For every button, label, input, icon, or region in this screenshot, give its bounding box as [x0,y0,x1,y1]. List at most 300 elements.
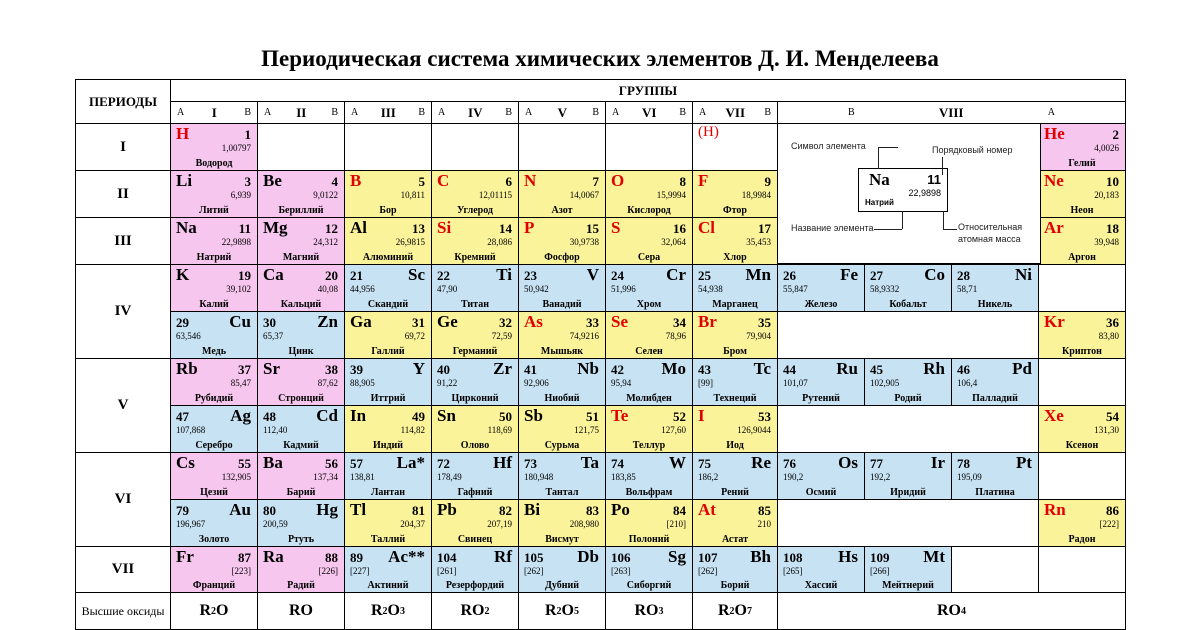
element-symbol: P [524,218,535,237]
element-number: 106 [611,550,631,565]
element-name: Неон [1070,205,1094,216]
element-number: 44 [783,362,796,377]
hydrogen-group-vii-label: (H) [698,124,719,140]
element-number: 7 [592,174,599,189]
element-number: 74 [611,456,624,471]
element-number: 85 [758,503,771,518]
element-name: Вольфрам [625,487,673,498]
element-cell-Ne [1038,170,1126,218]
element-symbol: Bi [524,500,541,519]
element-number: 25 [698,268,711,283]
empty-band [777,405,1039,453]
element-name: Актиний [367,580,409,591]
element-name: Гелий [1068,158,1096,169]
element-cell-Au [170,499,258,547]
element-mass: 91,22 [437,378,458,388]
element-name: Рутений [802,393,840,404]
element-symbol: Os [838,453,858,472]
element-cell-He [1038,123,1126,171]
element-symbol: Cs [176,453,195,472]
empty-cell [605,123,693,171]
element-number: 8 [679,174,686,189]
element-name: Алюминий [362,252,414,263]
element-symbol: Rh [923,359,945,378]
element-name: Рубидий [194,393,234,404]
element-name: Барий [286,487,316,498]
element-number: 36 [1106,315,1119,330]
empty-cell [518,123,606,171]
element-symbol: Ac** [388,547,425,566]
element-mass: 54,938 [698,284,723,294]
element-name: Цирконий [451,393,499,404]
legend-mass-line [943,211,944,229]
element-number: 52 [673,409,686,424]
element-symbol: Rn [1044,500,1066,519]
element-symbol: Pt [1015,453,1032,472]
element-cell-Ba [257,452,345,500]
element-mass: 72,59 [491,331,512,341]
element-number: 49 [412,409,425,424]
element-symbol: Fr [176,547,194,566]
element-mass: 4,0026 [1094,143,1119,153]
element-cell-Te [605,405,693,453]
element-cell-Cu [170,311,258,359]
element-cell-At [692,499,778,547]
element-name: Бром [723,346,747,357]
element-name: Сурьма [544,440,580,451]
element-mass: 107,868 [176,425,206,435]
element-name: Хассий [804,580,838,591]
group-number: VIII [938,104,964,120]
element-mass: 192,2 [870,472,891,482]
element-cell-Sg [605,546,693,593]
element-name: Дубний [544,580,580,591]
legend-sample-mass: 22,9898 [908,188,941,198]
element-name: Астат [721,534,749,545]
element-name: Галлий [371,346,405,357]
element-number: 84 [673,503,686,518]
group-header-V [518,101,606,124]
element-mass: [227] [350,566,370,576]
element-number: 23 [524,268,537,283]
element-number: 88 [325,550,338,565]
element-number: 75 [698,456,711,471]
group-sub-b: B [244,107,251,118]
element-symbol: Li [176,171,193,190]
element-cell-Sr [257,358,345,406]
element-name: Фосфор [544,252,580,263]
element-symbol: Si [437,218,452,237]
element-name: Углерод [457,205,493,216]
element-cell-N [518,170,606,218]
period-label-II: II [75,170,171,218]
element-name: Аргон [1068,252,1096,263]
element-mass: 58,9332 [870,284,900,294]
element-number: 73 [524,456,537,471]
group-sub-a: A [351,107,359,118]
element-mass: 195,09 [957,472,982,482]
element-mass: [266] [870,566,890,576]
element-number: 80 [263,503,276,518]
element-cell-Cr [605,264,693,312]
element-cell-K [170,264,258,312]
group-number: II [296,104,307,120]
element-cell-S [605,217,693,265]
element-number: 37 [238,362,251,377]
element-name: Германий [452,346,498,357]
element-mass: 26,9815 [395,237,425,247]
element-mass: [99] [698,378,713,388]
element-number: 18 [1106,221,1119,236]
element-symbol: Kr [1044,312,1065,331]
element-mass: 95,94 [611,378,632,388]
element-name: Теллур [632,440,666,451]
element-mass: 63,546 [176,331,201,341]
element-number: 21 [350,268,363,283]
element-symbol: At [698,500,716,519]
element-symbol: Cd [316,406,338,425]
element-mass: 208,980 [569,519,599,529]
element-cell-Db [518,546,606,593]
group-header-VIII [777,101,1126,124]
element-name: Серебро [195,440,233,451]
element-symbol: Ge [437,312,458,331]
group-sub-b: B [592,107,599,118]
element-cell-Ga [344,311,432,359]
element-mass: 180,948 [524,472,554,482]
legend-sample-symbol: Na [869,170,890,189]
element-number: 57 [350,456,363,471]
element-mass: [226] [318,566,338,576]
element-name: Калий [199,299,229,310]
element-mass: 88,905 [350,378,375,388]
element-mass: 131,30 [1094,425,1119,435]
element-number: 55 [238,456,251,471]
legend-name-line [874,229,902,230]
oxide-R2O5: R 2 O 5 [518,592,606,630]
element-name: Палладий [972,393,1018,404]
empty-cell [431,123,519,171]
element-name: Магний [282,252,320,263]
element-mass: 85,47 [230,378,251,388]
element-symbol: Co [924,265,945,284]
element-symbol: Nb [577,359,599,378]
oxides-label: Высшие оксиды [75,592,171,630]
element-cell-Pt [951,452,1039,500]
element-name: Марганец [712,299,758,310]
period-label-VI: VI [75,452,171,547]
element-symbol: W [669,453,686,472]
element-mass: 92,906 [524,378,549,388]
element-symbol: Zn [317,312,338,331]
element-mass: 204,37 [400,519,425,529]
element-symbol: Re [751,453,771,472]
element-mass: 178,49 [437,472,462,482]
element-number: 34 [673,315,686,330]
element-cell-Rf [431,546,519,593]
element-name: Кадмий [283,440,319,451]
element-name: Платина [975,487,1015,498]
element-mass: 50,942 [524,284,549,294]
element-mass: 39,948 [1094,237,1119,247]
element-mass: 18,9984 [741,190,771,200]
element-name: Рений [721,487,749,498]
element-cell-Ar [1038,217,1126,265]
element-symbol: Hf [493,453,512,472]
element-mass: 40,08 [317,284,338,294]
element-cell-Ru [777,358,865,406]
element-mass: 12,01115 [478,190,512,200]
legend-sample-number: 11 [927,172,941,187]
element-mass: 47,90 [437,284,458,294]
legend-sample-element [858,168,948,212]
element-mass: 121,75 [574,425,599,435]
element-number: 83 [586,503,599,518]
element-cell-Rh [864,358,952,406]
oxide-R2O3: R 2 O 3 [344,592,432,630]
period-label-I: I [75,123,171,171]
group-sub-b: B [331,107,338,118]
element-mass: 1,00797 [221,143,251,153]
group-number: V [557,104,567,120]
element-cell-Ir [864,452,952,500]
oxide-R2O7: R 2 O 7 [692,592,778,630]
element-symbol: Ir [930,453,945,472]
element-cell-La [344,452,432,500]
element-symbol: Se [611,312,628,331]
element-symbol: Cl [698,218,715,237]
element-cell-Rb [170,358,258,406]
element-symbol: In [350,406,367,425]
element-name: Скандий [367,299,409,310]
element-mass: 79,904 [746,331,771,341]
element-cell-O [605,170,693,218]
period-label-VII: VII [75,546,171,593]
element-name: Иттрий [370,393,406,404]
element-symbol: Pd [1012,359,1032,378]
element-number: 41 [524,362,537,377]
element-number: 45 [870,362,883,377]
element-mass: 210 [757,519,771,529]
oxide-RO3: RO 3 [605,592,693,630]
element-mass: 183,85 [611,472,636,482]
element-cell-Pb [431,499,519,547]
element-number: 78 [957,456,970,471]
element-mass: 114,82 [400,425,425,435]
element-mass: 74,9216 [569,331,599,341]
element-name: Олово [460,440,490,451]
element-number: 77 [870,456,883,471]
element-cell-Bh [692,546,778,593]
element-number: 56 [325,456,338,471]
element-symbol: Ni [1015,265,1032,284]
element-number: 33 [586,315,599,330]
group-number: I [211,104,217,120]
element-cell-Zn [257,311,345,359]
element-cell-Br [692,311,778,359]
element-number: 3 [244,174,251,189]
element-number: 42 [611,362,624,377]
element-mass: 24,312 [313,237,338,247]
element-mass: 32,064 [661,237,686,247]
element-number: 38 [325,362,338,377]
element-cell-Cl [692,217,778,265]
element-cell-In [344,405,432,453]
legend-mass-label-2: атомная масса [958,234,1021,244]
element-number: 54 [1106,409,1119,424]
element-symbol: Ru [836,359,858,378]
element-name: Резерфордий [445,580,505,591]
element-mass: 28,086 [487,237,512,247]
element-name: Радий [287,580,315,591]
period-label-IV: IV [75,264,171,359]
element-name: Золото [198,534,230,545]
element-symbol: Ta [580,453,599,472]
element-symbol: Cr [666,265,686,284]
element-mass: [223] [231,566,251,576]
element-mass: 196,967 [176,519,206,529]
element-mass: [262] [524,566,544,576]
element-mass: 22,9898 [221,237,251,247]
element-number: 4 [331,174,338,189]
element-symbol: Ar [1044,218,1064,237]
group-sub-b: B [679,107,686,118]
element-number: 28 [957,268,970,283]
empty-cell [1038,452,1126,500]
element-name: Молибден [626,393,672,404]
element-symbol: V [586,265,599,284]
legend-symbol-line [878,147,898,148]
element-symbol: N [524,171,537,190]
element-number: 12 [325,221,338,236]
element-number: 22 [437,268,450,283]
element-symbol: Sb [524,406,543,425]
oxide-RO4: RO 4 [777,592,1126,630]
group-number: IV [468,104,483,120]
element-mass: 186,2 [698,472,719,482]
element-symbol: K [176,265,190,284]
element-symbol: I [698,406,705,425]
element-cell-Ac [344,546,432,593]
element-cell-Ra [257,546,345,593]
element-symbol: He [1044,124,1065,143]
element-cell-Al [344,217,432,265]
element-symbol: Fe [840,265,858,284]
group-sub-a: A [612,107,620,118]
element-cell-Ge [431,311,519,359]
element-mass: 78,96 [665,331,686,341]
element-cell-B [344,170,432,218]
element-name: Бериллий [278,205,324,216]
element-symbol: Br [698,312,717,331]
element-mass: [263] [611,566,631,576]
element-mass: 106,4 [957,378,978,388]
element-number: 5 [418,174,425,189]
element-mass: 132,905 [221,472,251,482]
element-name: Никель [977,299,1013,310]
empty-cell [1038,546,1126,593]
element-number: 15 [586,221,599,236]
element-cell-Mg [257,217,345,265]
element-name: Стронций [278,393,324,404]
element-symbol: Mo [661,359,686,378]
legend-name-label: Название элемента [791,223,874,233]
element-symbol: Ne [1044,171,1064,190]
oxide-RO2: RO 2 [431,592,519,630]
element-number: 53 [758,409,771,424]
element-symbol: Bh [750,547,771,566]
element-name: Висмут [545,534,579,545]
element-name: Гафний [457,487,493,498]
element-name: Сера [637,252,661,263]
element-cell-Sc [344,264,432,312]
element-name: Цинк [288,346,314,357]
element-cell-As [518,311,606,359]
element-symbol: Sn [437,406,456,425]
element-cell-Xe [1038,405,1126,453]
element-symbol: Mg [263,218,288,237]
element-mass: [265] [783,566,803,576]
element-number: 107 [698,550,718,565]
element-symbol: H [176,124,190,143]
legend-sample-name: Натрий [865,198,894,207]
element-name: Фтор [723,205,747,216]
element-symbol: Y [412,359,425,378]
element-number: 39 [350,362,363,377]
element-cell-Hg [257,499,345,547]
element-number: 2 [1112,127,1119,142]
element-number: 20 [325,268,338,283]
group-header-II [257,101,345,124]
element-number: 86 [1106,503,1119,518]
element-name: Ртуть [287,534,315,545]
element-name: Полоний [628,534,670,545]
element-number: 19 [238,268,251,283]
element-mass: 200,59 [263,519,288,529]
element-cell-Os [777,452,865,500]
group-header-IV [431,101,519,124]
element-number: 14 [499,221,512,236]
element-symbol: Mn [745,265,771,284]
element-mass: 126,9044 [737,425,771,435]
element-cell-Po [605,499,693,547]
element-mass: 65,37 [263,331,284,341]
element-mass: [210] [666,519,686,529]
element-symbol: Ti [496,265,512,284]
element-number: 109 [870,550,890,565]
element-mass: 6,939 [230,190,251,200]
element-name: Литий [199,205,229,216]
element-mass: [261] [437,566,457,576]
empty-cell [257,123,345,171]
element-cell-Se [605,311,693,359]
element-cell-Cs [170,452,258,500]
element-symbol: Db [577,547,599,566]
element-mass: 15,9994 [656,190,686,200]
element-cell-Nb [518,358,606,406]
element-number: 29 [176,315,189,330]
element-name: Водород [195,158,233,169]
element-number: 13 [412,221,425,236]
element-cell-Tc [692,358,778,406]
element-cell-Zr [431,358,519,406]
element-name: Бор [379,205,397,216]
element-name: Железо [804,299,838,310]
group-number: VII [725,104,746,120]
element-cell-Sn [431,405,519,453]
element-name: Борий [720,580,750,591]
empty-cell [1038,264,1126,312]
